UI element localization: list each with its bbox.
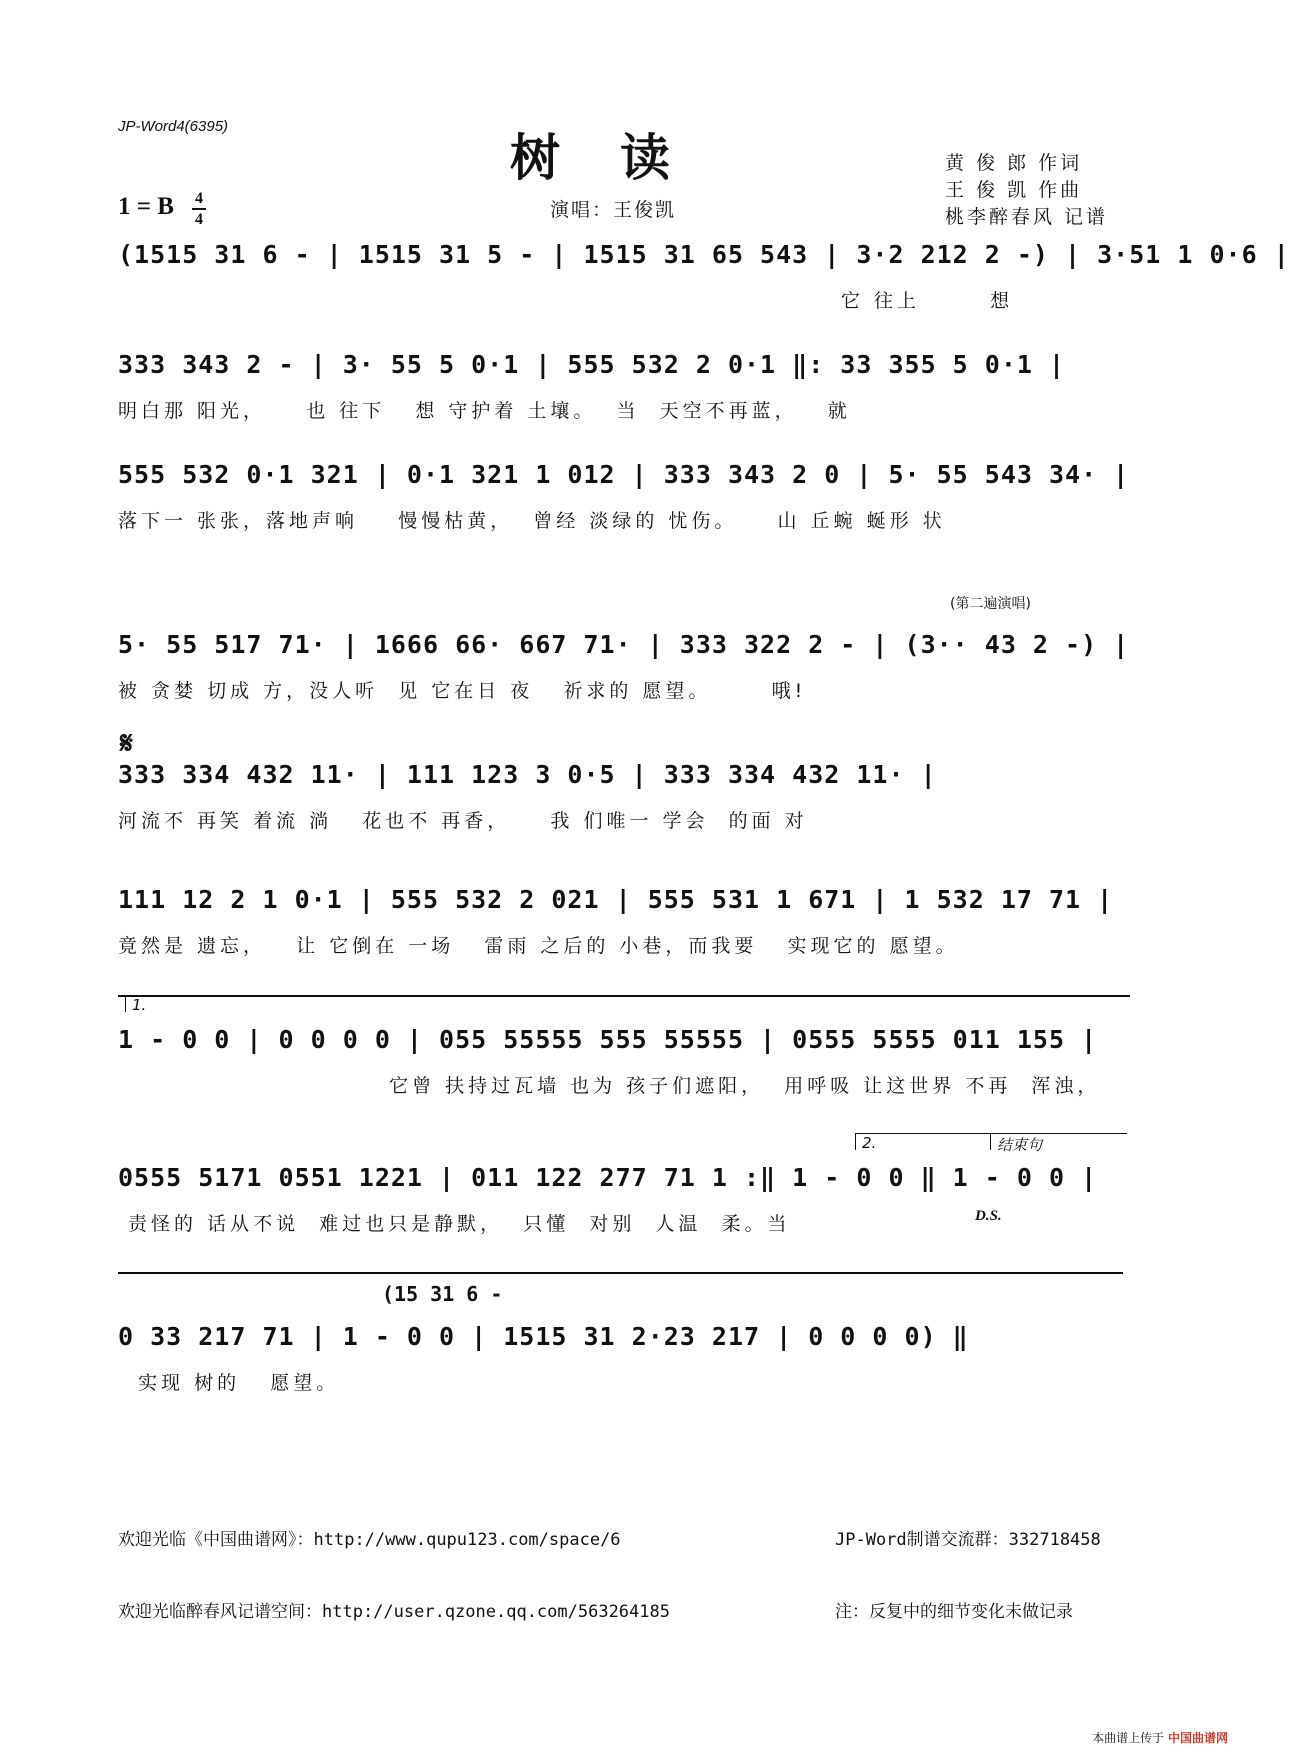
footer-link-2[interactable]: 欢迎光临醉春风记谱空间：http://user.qzone.qq.com/563264185 bbox=[118, 1602, 670, 1622]
stamp-site[interactable]: 中国曲谱网 bbox=[1167, 1731, 1228, 1745]
footer-note: 注：反复中的细节变化未做记录 bbox=[835, 1602, 1073, 1622]
lyrics-line: 明白那 阳光， 也 往下 想 守护着 土壤。 当 天空不再蓝， 就 bbox=[118, 400, 851, 422]
intro-echo: (15 31 6 - bbox=[382, 1282, 503, 1306]
footer-group: JP-Word制谱交流群：332718458 bbox=[835, 1530, 1101, 1550]
lyrics-line: 竟然是 遗忘， 让 它倒在 一场 雷雨 之后的 小巷，而我要 实现它的 愿望。 bbox=[118, 935, 959, 957]
time-signature-line bbox=[192, 208, 206, 210]
footer-left bbox=[118, 1480, 670, 1648]
transcriber: 桃李醉春风 记谱 bbox=[945, 206, 1109, 228]
notes-line: 111 12 2 1 0·1 | 555 532 2 021 | 555 531 1 671 | 1 532 17 71 | bbox=[118, 885, 1114, 914]
lyrics-line: 实现 树的 愿望。 bbox=[118, 1372, 340, 1394]
credits bbox=[945, 150, 1108, 231]
ending-label: 结束句 bbox=[997, 1136, 1043, 1154]
lyrics-line: 被 贪婪 切成 方，没人听 见 它在日 夜 祈求的 愿望。 哦! bbox=[118, 680, 807, 702]
lyricist: 黄 俊 郎 作词 bbox=[945, 152, 1083, 174]
notes-line: 0 33 217 71 | 1 - 0 0 | 1515 31 2·23 217 | 0 0 0 0) ‖ bbox=[118, 1322, 969, 1351]
notes-line: 333 343 2 - | 3· 55 5 0·1 | 555 532 2 0·1 ‖: 33 355 5 0·1 | bbox=[118, 350, 1066, 379]
volta-2-label: 2. bbox=[862, 1134, 877, 1152]
lyrics-line: 河流不 再笑 着流 淌 花也不 再香， 我 们唯一 学会 的面 对 bbox=[118, 810, 808, 832]
segno-sign: 𝄋 bbox=[120, 726, 133, 761]
lyrics-line: 责怪的 话从不说 难过也只是静默， 只懂 对别 人温 柔。当 bbox=[118, 1213, 791, 1235]
key-signature: 1 = B bbox=[118, 193, 174, 220]
volta-2-bracket bbox=[855, 1133, 992, 1150]
source-label: JP-Word4(6395) bbox=[118, 118, 229, 135]
time-signature bbox=[192, 190, 206, 228]
notes-line: 0555 5171 0551 1221 | 011 122 277 71 1 :‖ 1 - 0 0 ‖ 1 - 0 0 | bbox=[118, 1163, 1098, 1192]
time-signature-bottom: 4 bbox=[195, 211, 203, 228]
song-title: 树读 bbox=[510, 128, 730, 187]
lyrics-line: 落下一 张张，落地声响 慢慢枯黄， 曾经 淡绿的 忧伤。 山 丘蜿 蜒形 状 bbox=[118, 510, 946, 532]
ds-marker: D.S. bbox=[975, 1208, 1002, 1224]
lyrics-line: 它 往上 想 bbox=[118, 290, 1014, 312]
notes-line: 555 532 0·1 321 | 0·1 321 1 012 | 333 343 2 0 | 5· 55 543 34· | bbox=[118, 460, 1130, 489]
stamp-text: 本曲谱上传于 bbox=[1092, 1731, 1165, 1745]
notes-line: (1515 31 6 - | 1515 31 5 - | 1515 31 65 543 | 3·2 212 2 -) | 3·51 1 0·6 | bbox=[118, 240, 1290, 269]
notes-line: 333 334 432 11· | 111 123 3 0·5 | 333 334 432 11· | bbox=[118, 760, 937, 789]
lyrics-line: 它曾 扶持过瓦墙 也为 孩子们遮阳， 用呼吸 让这世界 不再 浑浊， bbox=[118, 1075, 1101, 1097]
volta-1-label: 1. bbox=[132, 996, 147, 1014]
notes-line: 1 - 0 0 | 0 0 0 0 | 055 55555 555 55555 | 0555 5555 011 155 | bbox=[118, 1025, 1098, 1054]
upload-stamp bbox=[1092, 1729, 1228, 1746]
time-signature-top: 4 bbox=[195, 190, 203, 207]
footer-right bbox=[835, 1480, 1101, 1648]
volta-1-line bbox=[118, 995, 1130, 997]
singer: 演唱：王俊凯 bbox=[550, 199, 677, 221]
volta-1-bracket bbox=[125, 995, 172, 1012]
ending-bracket bbox=[990, 1133, 1127, 1154]
coda-line bbox=[118, 1272, 1123, 1274]
second-time-note: (第二遍演唱) bbox=[950, 596, 1031, 612]
notes-line: 5· 55 517 71· | 1666 66· 667 71· | 333 322 2 - | (3·· 43 2 -) | bbox=[118, 630, 1130, 659]
footer-link-1[interactable]: 欢迎光临《中国曲谱网》：http://www.qupu123.com/space/6 bbox=[118, 1530, 621, 1550]
composer: 王 俊 凯 作曲 bbox=[945, 179, 1083, 201]
